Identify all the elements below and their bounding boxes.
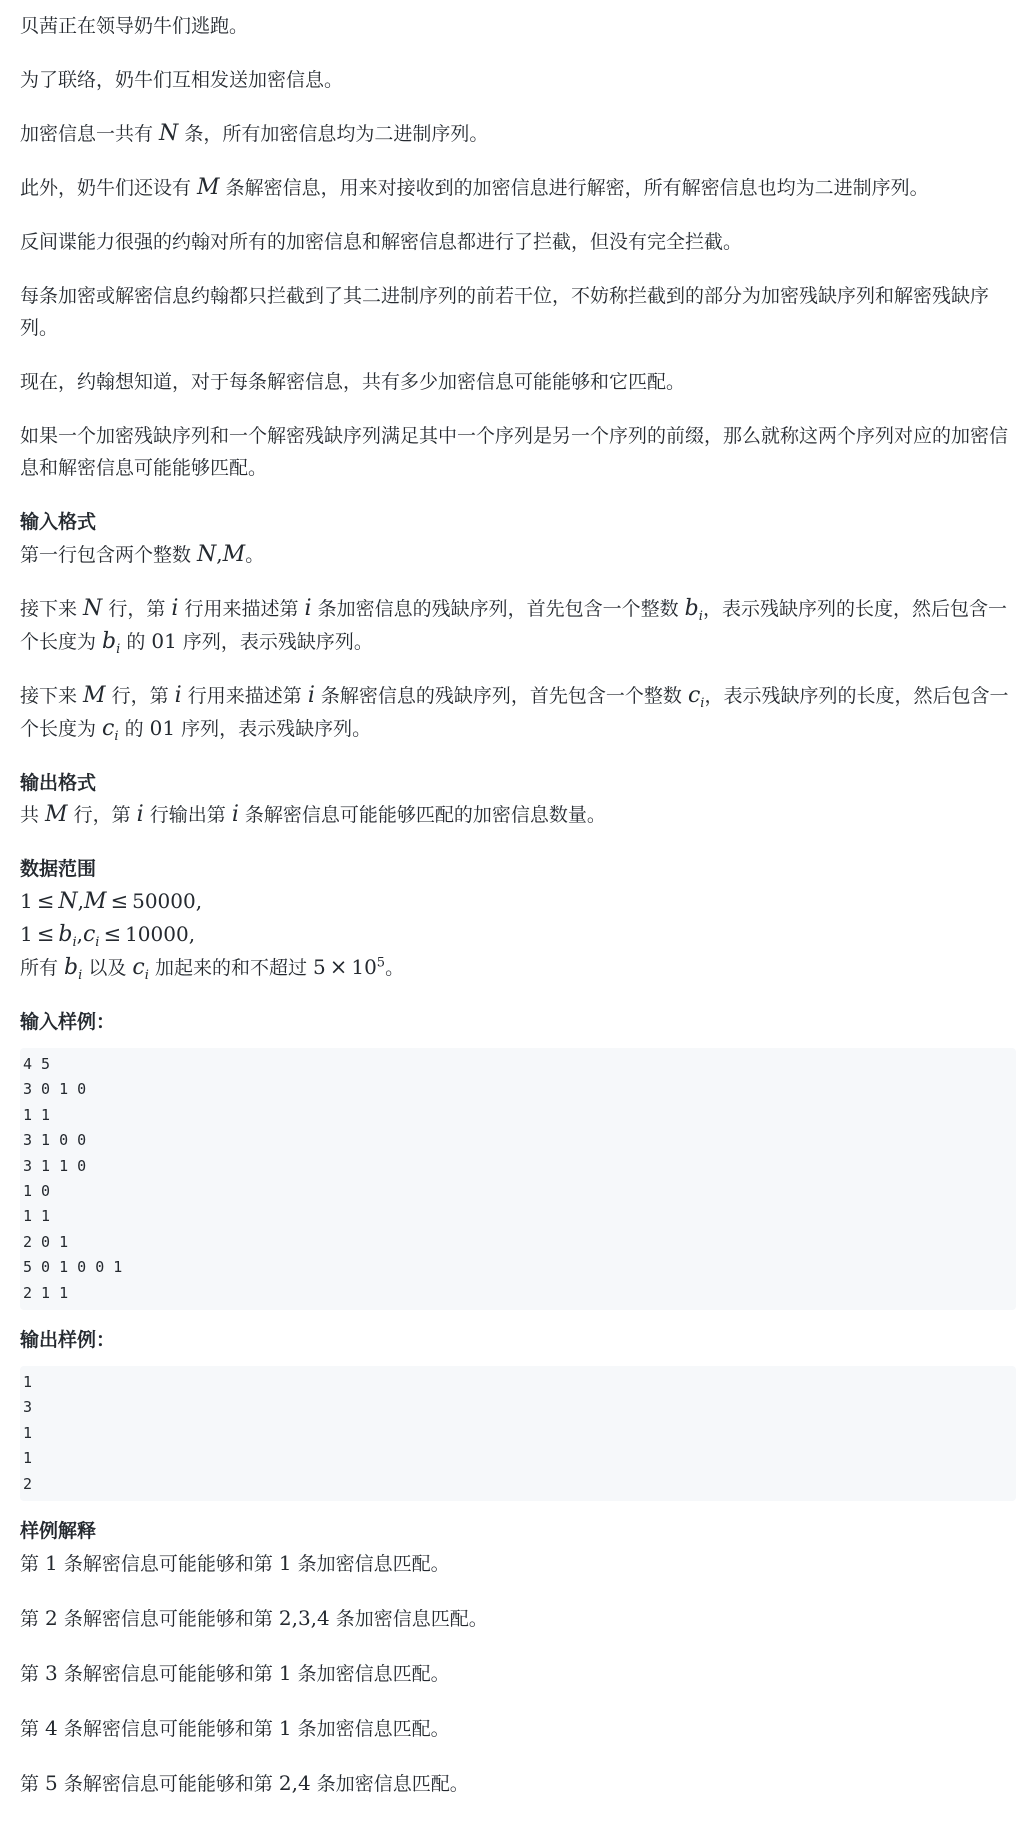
text: 加密信息一共有: [20, 123, 160, 145]
math-number: 2: [45, 1606, 58, 1631]
math-number: 3: [45, 1661, 58, 1686]
text: 。: [245, 544, 265, 566]
encrypted-count-paragraph: [20, 118, 1015, 150]
problem-statement: [20, 10, 1015, 1822]
math-subscript-i: i: [144, 967, 149, 983]
text: ，表示残缺序列的长度，然后包含一个长度为: [20, 685, 1009, 740]
text: 第: [20, 1663, 46, 1686]
math-var-c: c: [102, 716, 115, 741]
output-format-heading: 输出格式: [20, 772, 97, 794]
code-line: 1 1: [23, 1207, 51, 1226]
input-format-line-3: [20, 680, 1015, 745]
math-comma: ,: [216, 542, 223, 566]
code-line: 2: [23, 1474, 33, 1493]
text: 条解密信息的残缺序列，首先包含一个整数: [314, 685, 688, 707]
code-line: 1: [23, 1449, 33, 1468]
match-definition-paragraph: 如果一个加密残缺序列和一个解密残缺序列满足其中一个序列是另一个序列的前缀，那么就称这两个序列对应的加密信息和解密信息可能能够匹配。: [20, 425, 1009, 479]
code-line: 5 0 1 0 0 1: [23, 1258, 123, 1277]
code-line: 1 0: [23, 1182, 51, 1201]
text: 所有: [20, 957, 65, 979]
code-line: 3 0 1 0: [23, 1080, 87, 1099]
math-var-i: i: [307, 683, 315, 708]
explanation-line: [20, 1657, 1015, 1690]
math-number: 10: [351, 955, 377, 979]
math-number: 1: [20, 889, 33, 913]
math-subscript-i: i: [700, 695, 705, 711]
math-var-m: M: [222, 542, 246, 567]
text: 接下来: [20, 598, 84, 620]
math-var-i: i: [304, 596, 312, 621]
text: 的: [120, 631, 152, 653]
range-line-1: [20, 885, 1015, 918]
math-number: 1: [278, 1716, 292, 1741]
math-le: ≤: [110, 889, 129, 913]
text: 条加密信息匹配。: [291, 1718, 450, 1741]
text: 加起来的和不超过: [148, 957, 313, 979]
math-number: 1: [45, 1551, 58, 1576]
code-line: 2 1 1: [23, 1283, 69, 1302]
math-var-n: N: [58, 889, 78, 914]
sample-input-heading: 输入样例：: [20, 1011, 116, 1033]
math-comma: ,: [77, 889, 84, 913]
math-subscript-i: i: [72, 934, 77, 950]
math-var-n: N: [197, 542, 217, 567]
range-line-2: [20, 918, 1015, 951]
math-number: 2,4: [278, 1771, 311, 1796]
math-number: 1: [278, 1551, 292, 1576]
text: 第: [20, 1608, 46, 1631]
partial-sequence-paragraph: 每条加密或解密信息约翰都只拦截到了其二进制序列的前若干位，不妨称拦截到的部分为加密残缺序列和解密残缺序列。: [20, 285, 990, 339]
sample-input-code-block: [20, 1048, 1016, 1310]
sample-output-code-block: [20, 1366, 1016, 1501]
math-le: ≤: [103, 922, 122, 946]
text: 行用来描述第: [181, 685, 308, 707]
math-var-c: c: [687, 683, 701, 708]
math-comma: ,: [195, 889, 203, 913]
text: 第: [20, 1553, 46, 1576]
math-number-01: 01: [151, 629, 177, 653]
explanation-line: [20, 1767, 1015, 1800]
text: 条解密信息，用来对接收到的加密信息进行解密，所有解密信息也均为二进制序列。: [219, 177, 929, 199]
math-comma: ,: [188, 922, 196, 946]
text: 行，第: [67, 804, 137, 826]
intro-paragraph-1: 贝茜正在领导奶牛们逃跑。: [20, 15, 249, 37]
text: 序列，表示残缺序列。: [175, 718, 372, 740]
math-var-c: c: [82, 922, 96, 947]
text: 条解密信息可能能够和第: [57, 1663, 279, 1686]
text: 第一行包含两个整数: [20, 544, 198, 566]
text: 条解密信息可能能够和第: [57, 1718, 279, 1741]
math-number: 4: [45, 1716, 58, 1741]
math-var-m: M: [45, 802, 68, 827]
math-var-m: M: [83, 683, 106, 708]
math-number: 5: [313, 955, 326, 979]
text: 条解密信息可能能够和第: [57, 1553, 279, 1576]
text: 此外，奶牛们还设有: [20, 177, 198, 199]
math-subscript-i: i: [114, 728, 119, 744]
math-number: 10000: [125, 922, 189, 946]
math-comma: ,: [76, 922, 83, 946]
text: 条加密信息匹配。: [329, 1608, 488, 1631]
text: 第: [20, 1773, 46, 1796]
text: 第: [20, 1718, 46, 1741]
input-format-line-1: [20, 538, 1015, 571]
math-var-m: M: [197, 175, 220, 200]
code-line: 1: [23, 1373, 33, 1392]
text: 行输出第: [143, 804, 232, 826]
math-var-b: b: [684, 596, 699, 621]
text: 行，第: [102, 598, 172, 620]
math-number: 50000: [132, 889, 196, 913]
math-exponent: 5: [376, 955, 386, 971]
math-subscript-i: i: [78, 967, 83, 983]
math-var-b: b: [102, 629, 117, 654]
text: 条加密信息匹配。: [291, 1553, 450, 1576]
math-le: ≤: [36, 889, 55, 913]
math-number-01: 01: [149, 716, 176, 740]
math-number: 1: [278, 1661, 292, 1686]
text: 条，所有加密信息均为二进制序列。: [178, 123, 489, 145]
interception-paragraph: 反间谍能力很强的约翰对所有的加密信息和解密信息都进行了拦截，但没有完全拦截。: [20, 231, 743, 253]
input-format-heading: 输入格式: [20, 511, 97, 533]
input-format-line-2: [20, 593, 1015, 658]
math-var-b: b: [58, 922, 73, 947]
intro-paragraph-2: 为了联络，奶牛们互相发送加密信息。: [20, 69, 344, 91]
math-subscript-i: i: [95, 934, 100, 950]
math-var-b: b: [64, 955, 79, 980]
text: 以及: [82, 957, 133, 979]
code-line: 2 0 1: [23, 1232, 69, 1251]
text: 行用来描述第: [178, 598, 305, 620]
decrypt-count-paragraph: [20, 172, 1015, 204]
math-var-i: i: [231, 802, 239, 827]
text: 行，第: [105, 685, 175, 707]
text: ，表示残缺序列的长度，然后包含一个长度为: [20, 598, 1007, 653]
range-line-3: [20, 951, 1015, 984]
data-range-heading: 数据范围: [20, 858, 97, 880]
text: 共: [20, 804, 46, 826]
math-var-i: i: [171, 596, 179, 621]
math-var-m: M: [83, 889, 107, 914]
text: 条解密信息可能能够匹配的加密信息数量。: [238, 804, 606, 826]
code-line: 3: [23, 1398, 33, 1417]
text: 序列，表示残缺序列。: [176, 631, 373, 653]
question-paragraph: 现在，约翰想知道，对于每条解密信息，共有多少加密信息可能能够和它匹配。: [20, 371, 686, 393]
output-format-line: [20, 799, 1015, 831]
text: 条加密信息的残缺序列，首先包含一个整数: [311, 598, 685, 620]
text: 。: [385, 957, 405, 979]
math-var-i: i: [136, 802, 144, 827]
code-line: 3 1 0 0: [23, 1131, 87, 1150]
explanation-line: [20, 1602, 1015, 1635]
sample-output-heading: 输出样例：: [20, 1329, 116, 1352]
text: 的: [118, 718, 150, 740]
math-number: 1: [20, 922, 33, 946]
math-var-c: c: [132, 955, 145, 980]
code-line: 4 5: [23, 1055, 51, 1073]
text: 条加密信息匹配。: [310, 1773, 469, 1796]
text: 条解密信息可能能够和第: [57, 1773, 279, 1796]
text: 接下来: [20, 685, 84, 707]
math-var-n: N: [159, 121, 179, 146]
code-line: 3 1 1 0: [23, 1156, 87, 1175]
text: 条加密信息匹配。: [291, 1663, 450, 1686]
explanation-heading: 样例解释: [20, 1520, 97, 1543]
code-line: 1: [23, 1423, 33, 1442]
math-number: 5: [45, 1771, 58, 1796]
explanation-line: [20, 1547, 1015, 1580]
math-var-i: i: [174, 683, 182, 708]
math-times: ×: [329, 955, 348, 979]
text: 条解密信息可能能够和第: [57, 1608, 279, 1631]
math-var-n: N: [83, 596, 103, 621]
math-le: ≤: [36, 922, 55, 946]
math-subscript-i: i: [698, 608, 703, 624]
math-subscript-i: i: [116, 641, 121, 657]
explanation-line: [20, 1712, 1015, 1745]
math-number: 2,3,4: [278, 1606, 330, 1631]
code-line: 1 1: [23, 1105, 51, 1124]
